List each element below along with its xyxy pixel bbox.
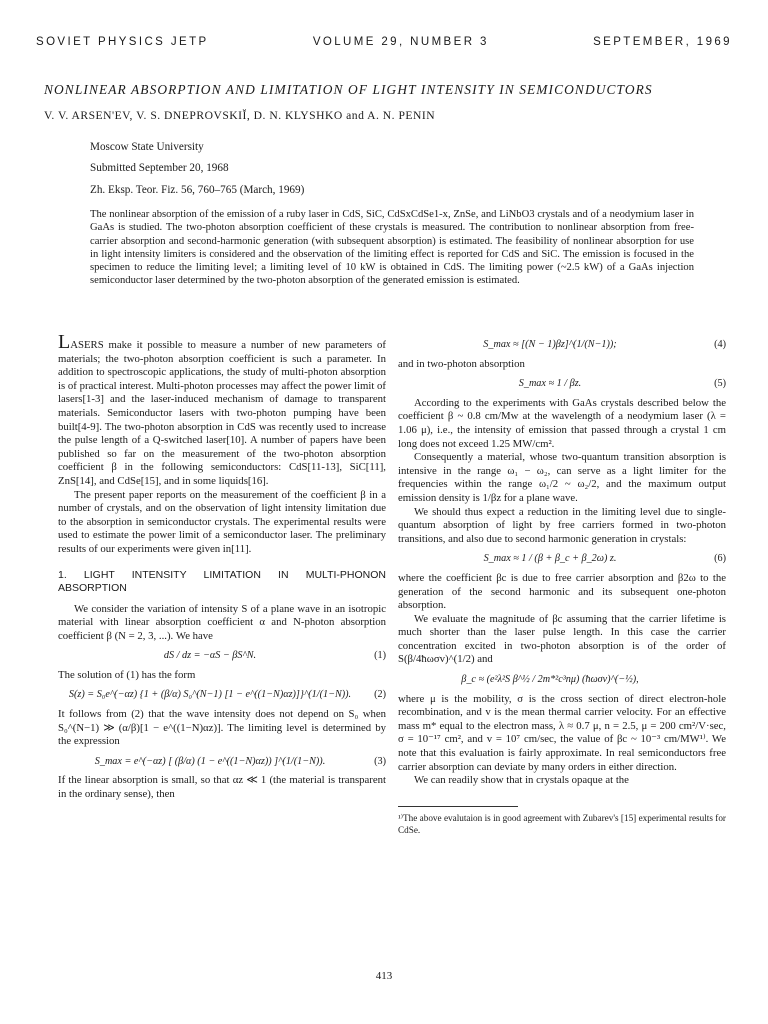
journal-name: SOVIET PHYSICS JETP: [36, 36, 209, 48]
equation-5: [398, 377, 726, 391]
equation-4: [398, 338, 726, 352]
volume-number: VOLUME 29, NUMBER 3: [312, 36, 489, 48]
right-column: [398, 336, 726, 836]
equation-3: [58, 755, 386, 769]
body-paragraph: We should thus expect a reduction in the limiting level due to single-quantum absorption of light by free carriers formed in two-photon transitions, and also due to second harmonic generation in crystals:: [398, 505, 726, 545]
equation-body: dS / dz = −αS − βS^N.: [163, 650, 257, 662]
submission-date: Submitted September 20, 1968: [90, 162, 229, 174]
body-paragraph: We evaluate the magnitude of βc assuming that the carrier lifetime is much shorter than the laser pulse length. In this case the carrier concentration excited in two-photon absorption is of the order of S(β/4ħωσv)^(1/2) and: [398, 612, 726, 666]
body-paragraph: It follows from (2) that the wave intensity does not depend on S₀ when S₀^(N−1) ≫ (α/β)[1 − e^((1−N)αz)]. The limiting level is determined by the expression: [58, 708, 386, 748]
footnote-rule: [398, 806, 518, 807]
section-heading: 1. LIGHT INTENSITY LIMITATION IN MULTI-PHONON ABSORPTION: [58, 568, 386, 594]
equation-2: [58, 688, 386, 702]
affiliation: Moscow State University: [90, 141, 204, 153]
intro-paragraph-2: The present paper reports on the measurement of the coefficient β in a number of crystals, and on the observation of light intensity limitation due to the absorption in semiconductor crystals. The experimental results were used to estimate the power limit of a semiconductor laser. The preliminary results of our experiments were given in[11].: [58, 488, 386, 555]
equation-number: (4): [714, 339, 726, 350]
body-paragraph: where μ is the mobility, σ is the cross section of direct electron-hole recombination, and v is the mean thermal carrier velocity. For an effective mass m* equal to the electron mass, λ ≈ 0.7 μ, n = 2.5, μ = 200 cm²/V·sec, σ = 10⁻¹⁷ cm², and v = 10⁷ cm/sec, the value of βc ~ 10⁻³ cm/MW¹⁾. We note that this evaluation is fairly approximate. In real semiconductors free carrier absorption can deviate by many orders in either direction.: [398, 692, 726, 773]
equation-body: β_c ≈ (e²λ²S β^½ / 2m*²c³nμ) (ħωσv)^(−½),: [461, 674, 639, 686]
equation-body: S_max ≈ [(N − 1)βz]^(1/(N−1));: [483, 339, 617, 350]
equation-body: S_max ≈ 1 / βz.: [518, 378, 582, 390]
left-column: [58, 331, 386, 802]
body-paragraph: and in two-photon absorption: [398, 357, 525, 370]
equation-7: [398, 673, 726, 687]
body-paragraph: If the linear absorption is small, so that αz ≪ 1 (the material is transparent in the ordinary sense), then: [58, 774, 386, 801]
equation-1: [58, 649, 386, 663]
equation-number: (3): [374, 755, 386, 767]
running-header: [36, 36, 732, 48]
issue-date: SEPTEMBER, 1969: [593, 36, 732, 48]
equation-body: S_max = e^(−αz) [ (β/α) (1 − e^((1−N)αz)) ]^(1/(1−N)).: [94, 755, 326, 767]
equation-body: S_max ≈ 1 / (β + β_c + β_2ω) z.: [483, 553, 617, 565]
drop-cap: L: [58, 331, 71, 353]
body-paragraph: We can readily show that in crystals opaque at the: [414, 774, 629, 787]
equation-body: S(z) = S₀e^(−αz) {1 + (β/α) S₀^(N−1) [1 − e^((1−N)αz)]}^(1/(1−N)).: [68, 689, 352, 701]
page-number: 413: [375, 970, 393, 982]
author-list: V. V. ARSEN'EV, V. S. DNEPROVSKIĬ, D. N. KLYSHKO and A. N. PENIN: [44, 109, 436, 122]
body-paragraph: where the coefficient βc is due to free carrier absorption and β2ω to the generation of the second harmonic and its subsequent one-photon absorption.: [398, 571, 726, 612]
equation-number: (1): [374, 650, 386, 662]
body-paragraph: According to the experiments with GaAs crystals described below the coefficient β ~ 0.8 cm/Mw at the wavelength of a neodymium laser (λ = 1.06 μ), i.e., the intensity of emission that passed through a crystal 1 cm long does not exceed 1.25 MW/cm².: [398, 396, 726, 450]
equation-number: (2): [374, 689, 386, 701]
footnote: ¹⁾The above evalutaion is in good agreement with Zubarev's [15] experimental results for CdSe.: [398, 812, 726, 835]
equation-6: [398, 552, 726, 566]
body-paragraph: The solution of (1) has the form: [58, 668, 196, 681]
body-paragraph: Consequently a material, whose two-quantum transition absorption is intensive in the range ω₁ − ω₂, can serve as a light limiter for the frequencies within the range ω₁/2 ~ ω₂/2, and the maximum output emission density is 1/βz for a plane wave.: [398, 451, 726, 504]
equation-number: (6): [714, 553, 726, 565]
paper-title: NONLINEAR ABSORPTION AND LIMITATION OF LIGHT INTENSITY IN SEMICONDUCTORS: [44, 82, 653, 97]
body-paragraph: We consider the variation of intensity S of a plane wave in an isotropic material with linear absorption coefficient α and N-photon absorption coefficient β (N = 2, 3, ...). We have: [58, 602, 386, 642]
equation-number: (5): [714, 378, 726, 390]
intro-paragraph: LASERS make it possible to measure a number of new parameters of materials; the two-photon absorption coefficient is such a parameter. In addition to spectroscopic applications, the study of multi-photon absorption is of practical interest. Multi-photon processes may affect the power limit of lasers[1-3] and the laser-induced mechanism of damage to transparent materials. Semiconductor lasers with two-photon pumping have been built[4-9]. The two-photon absorption in CdS was recently used to increase the pulse length of a Q-switched laser[10]. A number of papers have been published so far on the measurement of the two-photon absorption coefficient β in the following semiconductors: CdS[11-13], SiC[11], ZnS[14], and CdSe[15], and in some liquids[16].: [58, 331, 386, 487]
abstract: The nonlinear absorption of the emission of a ruby laser in CdS, SiC, CdSxCdSe1-x, ZnSe, and LiNbO3 crystals and of a neodymium laser in GaAs is studied. The two-photon absorption coefficient of these crystals is measured. The contribution to nonlinear absorption from free-carrier absorption and second-harmonic generation (with subsequent absorption) is estimated. The feasibility of nonlinear absorption for use in light intensity limiters is considered and the observation of the limiting effect is reported for CdS and SiC. The emission is focused in the specimen to reduce the limiting level; a limiting level of 10 kW is obtained in CdS. The limiting power (~2.5 kW) of a GaAs injection semiconductor laser determined by the two-photon absorption of the generated emission is estimated.: [90, 209, 694, 287]
original-citation: Zh. Eksp. Teor. Fiz. 56, 760–765 (March, 1969): [90, 184, 305, 196]
